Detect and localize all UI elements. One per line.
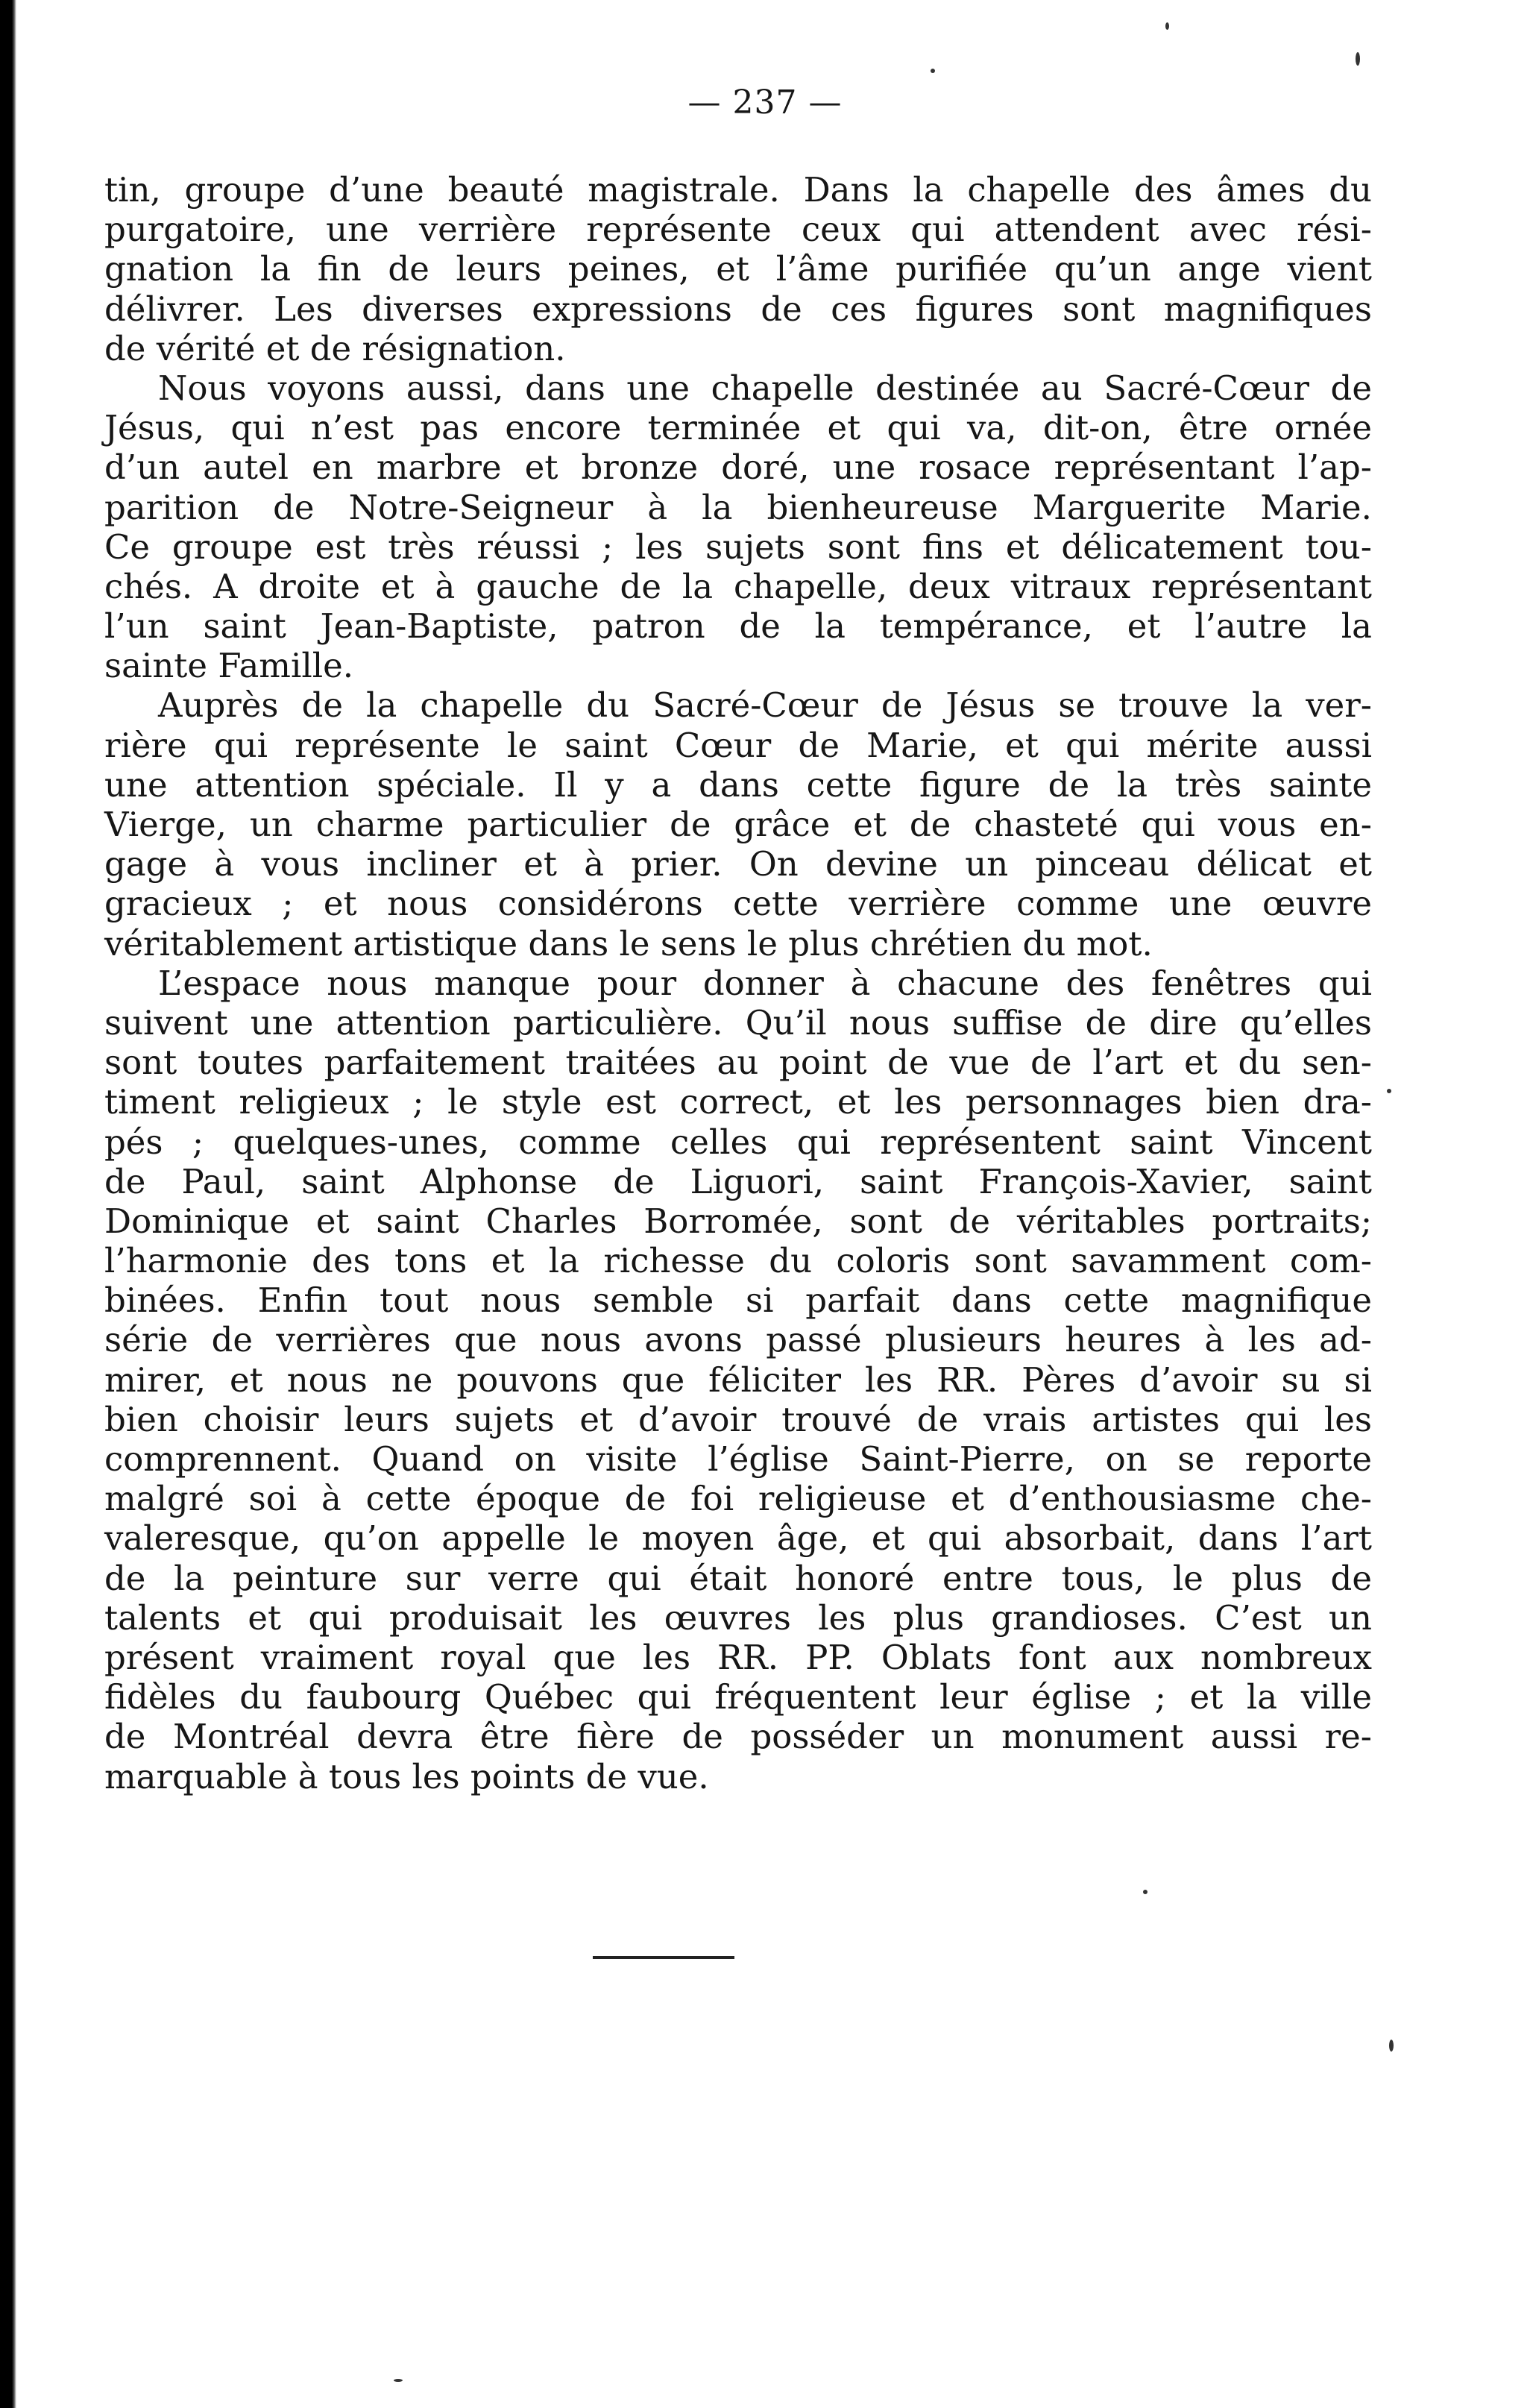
text-line: de Paul, saint Alphonse de Liguori, saint François-Xavier, saint xyxy=(104,1161,1372,1201)
section-divider xyxy=(593,1956,734,1959)
text-line: véritablement artistique dans le sens le plus chrétien du mot. xyxy=(104,923,1153,963)
text-line: délivrer. Les diverses expressions de ces figures sont magnifiques xyxy=(104,289,1372,329)
text-line: Jésus, qui n’est pas encore terminée et qui va, dit-on, être ornée xyxy=(104,408,1372,448)
ink-speck xyxy=(1356,52,1360,66)
paragraph xyxy=(104,368,1372,686)
text-line: mirer, et nous ne pouvons que féliciter les RR. Pères d’avoir su si xyxy=(104,1359,1372,1400)
text-line: comprennent. Quand on visite l’église Saint-Pierre, on se reporte xyxy=(104,1439,1372,1479)
text-line: talents et qui produisait les œuvres les plus grandioses. C’est un xyxy=(104,1597,1372,1638)
text-line: d’un autel en marbre et bronze doré, une rosace représentant l’ap- xyxy=(104,447,1372,488)
page-binding-edge xyxy=(0,0,16,2408)
ink-speck xyxy=(931,69,935,73)
text-line: présent vraiment royal que les RR. PP. Oblats font aux nombreux xyxy=(104,1637,1372,1677)
text-line: Auprès de la chapelle du Sacré-Cœur de Jésus se trouve la ver- xyxy=(158,685,1372,726)
text-line: sainte Famille. xyxy=(104,646,354,686)
text-line: rière qui représente le saint Cœur de Marie, et qui mérite aussi xyxy=(104,725,1372,765)
text-line: l’un saint Jean-Baptiste, patron de la tempérance, et l’autre la xyxy=(104,606,1372,647)
text-line: de la peinture sur verre qui était honoré entre tous, le plus de xyxy=(104,1558,1372,1598)
paragraph xyxy=(104,685,1372,963)
text-line: de Montréal devra être fière de posséder un monument aussi re- xyxy=(104,1717,1372,1757)
ink-speck xyxy=(1387,1089,1391,1093)
text-line: gage à vous incliner et à prier. On devine un pinceau délicat et xyxy=(104,844,1372,884)
text-line: une attention spéciale. Il y a dans cette figure de la très sainte xyxy=(104,764,1372,805)
text-line: fidèles du faubourg Québec qui fréquentent leur église ; et la ville xyxy=(104,1677,1372,1717)
text-line: L’espace nous manque pour donner à chacune des fenêtres qui xyxy=(158,963,1372,1003)
text-line: chés. A droite et à gauche de la chapelle, deux vitraux représentant xyxy=(104,566,1372,606)
text-line: pés ; quelques-unes, comme celles qui représentent saint Vincent xyxy=(104,1122,1372,1162)
ink-speck xyxy=(394,2379,403,2382)
paragraph xyxy=(104,170,1372,368)
text-line: malgré soi à cette époque de foi religieuse et d’enthousiasme che- xyxy=(104,1479,1372,1519)
text-line: tin, groupe d’une beauté magistrale. Dans la chapelle des âmes du xyxy=(104,170,1372,210)
text-line: marquable à tous les points de vue. xyxy=(104,1756,709,1796)
text-line: gracieux ; et nous considérons cette verrière comme une œuvre xyxy=(104,884,1372,924)
page-number: — 237 — xyxy=(687,84,843,122)
text-line: Dominique et saint Charles Borromée, sont de véritables portraits; xyxy=(104,1201,1372,1241)
text-line: l’harmonie des tons et la richesse du coloris sont savamment com- xyxy=(104,1241,1372,1281)
paragraph xyxy=(104,963,1372,1796)
text-line: parition de Notre-Seigneur à la bienheureuse Marguerite Marie. xyxy=(104,487,1372,527)
text-line: série de verrières que nous avons passé plusieurs heures à les ad- xyxy=(104,1320,1372,1360)
text-line: timent religieux ; le style est correct, et les personnages bien dra- xyxy=(104,1082,1372,1122)
text-line: Vierge, un charme particulier de grâce et de chasteté qui vous en- xyxy=(104,805,1372,844)
text-line: gnation la fin de leurs peines, et l’âme purifiée qu’un ange vient xyxy=(104,249,1372,289)
text-line: valeresque, qu’on appelle le moyen âge, et qui absorbait, dans l’art xyxy=(104,1518,1372,1559)
text-line: purgatoire, une verrière représente ceux qui attendent avec rési- xyxy=(104,210,1372,250)
ink-speck xyxy=(1165,22,1169,30)
text-line: sont toutes parfaitement traitées au point de vue de l’art et du sen- xyxy=(104,1043,1372,1083)
text-line: binées. Enfin tout nous semble si parfait dans cette magnifique xyxy=(104,1280,1372,1321)
text-line: de vérité et de résignation. xyxy=(104,328,566,368)
text-line: Nous voyons aussi, dans une chapelle destinée au Sacré-Cœur de xyxy=(158,368,1372,408)
text-line: bien choisir leurs sujets et d’avoir trouvé de vrais artistes qui les xyxy=(104,1399,1372,1439)
text-line: Ce groupe est très réussi ; les sujets sont fins et délicatement tou- xyxy=(104,526,1372,567)
ink-speck xyxy=(1143,1890,1148,1894)
ink-speck xyxy=(1389,2040,1394,2052)
text-line: suivent une attention particulière. Qu’il nous suffise de dire qu’elles xyxy=(104,1002,1372,1043)
body-text xyxy=(104,170,1372,1796)
